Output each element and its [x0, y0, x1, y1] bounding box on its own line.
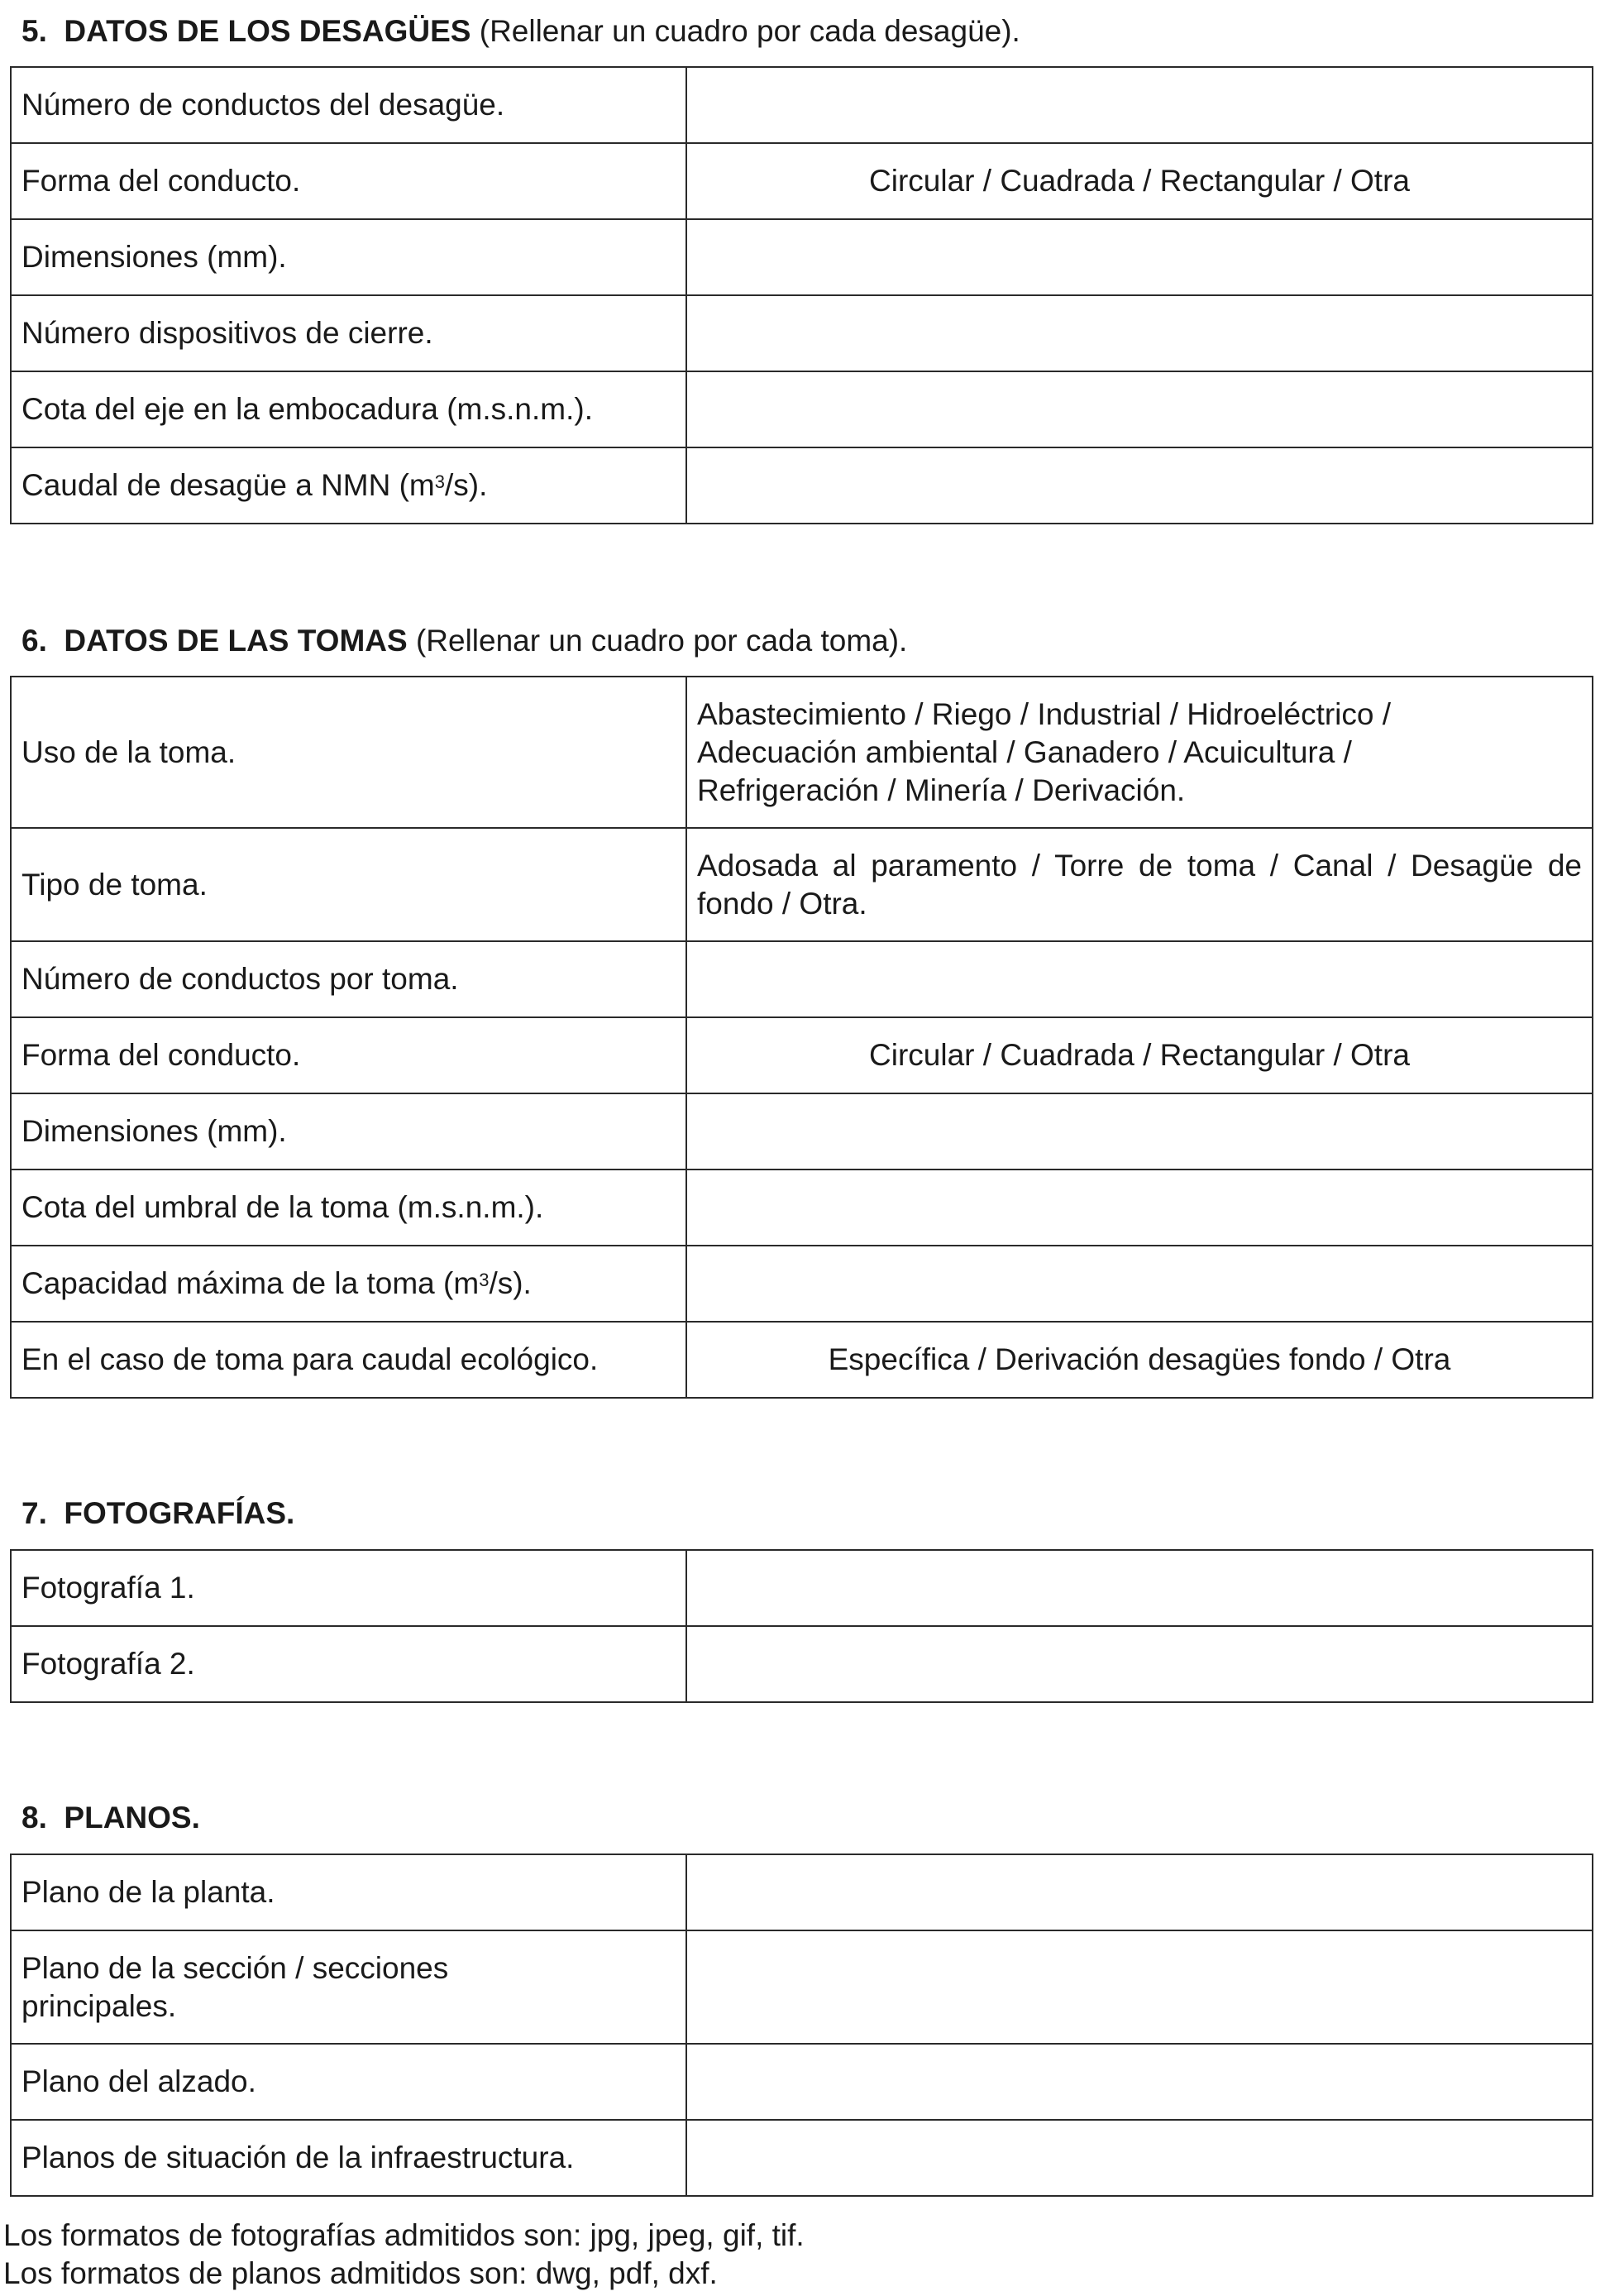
table-row: [11, 1322, 1593, 1398]
section7-number: 7.: [21, 1496, 47, 1530]
option-line: Adosada al paramento / Torre de toma / Canal / Desagüe de: [697, 848, 1582, 883]
table-row: [11, 143, 1593, 219]
row-value-field[interactable]: [686, 67, 1593, 143]
row-label: Número de conductos por toma.: [11, 941, 686, 1017]
section6-heading: [21, 625, 907, 656]
row-label: Plano del alzado.: [11, 2044, 686, 2120]
row-value-options[interactable]: Circular / Cuadrada / Rectangular / Otra: [686, 1017, 1593, 1093]
row-value-field[interactable]: [686, 295, 1593, 371]
footer-notes: [3, 2217, 805, 2293]
row-label: Dimensiones (mm).: [11, 219, 686, 295]
table-row: [11, 677, 1593, 828]
option-line: Adecuación ambiental / Ganadero / Acuicultura /: [697, 734, 1352, 769]
row-value-field[interactable]: [686, 371, 1593, 447]
section8-table: [10, 1854, 1593, 2197]
table-row: [11, 941, 1593, 1017]
section5-table: [10, 66, 1593, 524]
row-value-options[interactable]: Circular / Cuadrada / Rectangular / Otra: [686, 143, 1593, 219]
table-row: [11, 447, 1593, 524]
row-value-field[interactable]: [686, 1093, 1593, 1170]
section7-heading: [21, 1498, 294, 1528]
row-value-field[interactable]: [686, 1170, 1593, 1246]
row-label: Número dispositivos de cierre.: [11, 295, 686, 371]
photo-upload-field[interactable]: [686, 1626, 1593, 1702]
label-line: Plano de la sección / secciones: [21, 1950, 449, 1985]
label-text: /s).: [445, 468, 488, 502]
row-value-field[interactable]: [686, 447, 1593, 524]
table-row: [11, 1930, 1593, 2044]
label-superscript: 3: [434, 471, 446, 492]
option-line: Abastecimiento / Riego / Industrial / Hidroeléctrico /: [697, 696, 1392, 731]
row-label: [11, 447, 686, 524]
label-text: Capacidad máxima de la toma (m: [21, 1266, 480, 1300]
section6-note: (Rellenar un cuadro por cada toma).: [415, 624, 908, 658]
section7-title: FOTOGRAFÍAS.: [64, 1496, 295, 1530]
table-row: [11, 828, 1593, 941]
plan-upload-field[interactable]: [686, 2044, 1593, 2120]
row-label: Tipo de toma.: [11, 828, 686, 941]
photo-upload-field[interactable]: [686, 1550, 1593, 1626]
section8-heading: [21, 1802, 200, 1833]
row-value-options[interactable]: [686, 677, 1593, 828]
row-value-field[interactable]: [686, 219, 1593, 295]
plan-upload-field[interactable]: [686, 2120, 1593, 2196]
section8-title: PLANOS.: [64, 1801, 200, 1834]
row-label: Forma del conducto.: [11, 1017, 686, 1093]
row-value-options[interactable]: [686, 828, 1593, 941]
row-label: Dimensiones (mm).: [11, 1093, 686, 1170]
table-row: [11, 219, 1593, 295]
section8-number: 8.: [21, 1801, 47, 1834]
table-row: [11, 1854, 1593, 1930]
option-line: Refrigeración / Minería / Derivación.: [697, 773, 1186, 807]
section6-number: 6.: [21, 624, 47, 658]
label-text: Caudal de desagüe a NMN (m: [21, 468, 435, 502]
table-row: [11, 2120, 1593, 2196]
table-row: [11, 1550, 1593, 1626]
label-line: principales.: [21, 1988, 177, 2023]
table-row: [11, 2044, 1593, 2120]
table-row: [11, 1017, 1593, 1093]
section6-table: [10, 676, 1593, 1399]
row-label: Cota del umbral de la toma (m.s.n.m.).: [11, 1170, 686, 1246]
plan-formats-note: Los formatos de planos admitidos son: dwg, pdf, dxf.: [3, 2256, 718, 2290]
row-label: Uso de la toma.: [11, 677, 686, 828]
label-text: /s).: [489, 1266, 532, 1300]
table-row: [11, 1170, 1593, 1246]
row-label: En el caso de toma para caudal ecológico.: [11, 1322, 686, 1398]
section5-title: DATOS DE LOS DESAGÜES: [64, 14, 471, 48]
table-row: [11, 371, 1593, 447]
table-row: [11, 295, 1593, 371]
row-value-options[interactable]: Específica / Derivación desagües fondo / Otra: [686, 1322, 1593, 1398]
plan-upload-field[interactable]: [686, 1930, 1593, 2044]
plan-upload-field[interactable]: [686, 1854, 1593, 1930]
section7-table: [10, 1549, 1593, 1703]
label-superscript: 3: [479, 1270, 490, 1290]
option-line: fondo / Otra.: [697, 886, 867, 921]
section5-heading: [21, 16, 1020, 46]
section5-note: (Rellenar un cuadro por cada desagüe).: [479, 14, 1020, 48]
row-value-field[interactable]: [686, 941, 1593, 1017]
section6-title: DATOS DE LAS TOMAS: [64, 624, 408, 658]
table-row: [11, 1626, 1593, 1702]
table-row: [11, 1093, 1593, 1170]
row-label: Planos de situación de la infraestructura.: [11, 2120, 686, 2196]
row-value-field[interactable]: [686, 1246, 1593, 1322]
photo-formats-note: Los formatos de fotografías admitidos son: jpg, jpeg, gif, tif.: [3, 2218, 805, 2252]
row-label: Cota del eje en la embocadura (m.s.n.m.).: [11, 371, 686, 447]
row-label: Fotografía 1.: [11, 1550, 686, 1626]
row-label: [11, 1930, 686, 2044]
table-row: [11, 1246, 1593, 1322]
table-row: [11, 67, 1593, 143]
row-label: Plano de la planta.: [11, 1854, 686, 1930]
row-label: Número de conductos del desagüe.: [11, 67, 686, 143]
section5-number: 5.: [21, 14, 47, 48]
row-label: Fotografía 2.: [11, 1626, 686, 1702]
row-label: Forma del conducto.: [11, 143, 686, 219]
row-label: [11, 1246, 686, 1322]
